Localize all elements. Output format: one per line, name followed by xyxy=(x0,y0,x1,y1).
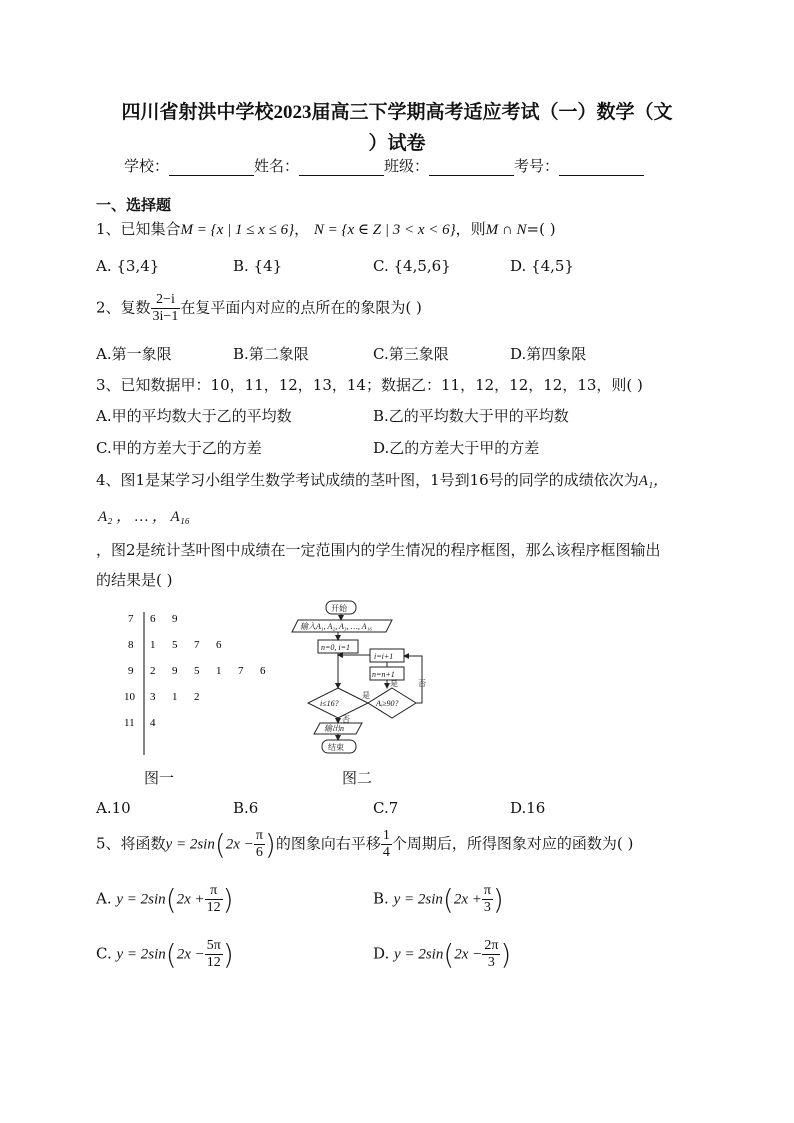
q2-prefix: 2、复数 xyxy=(96,298,151,317)
q1-comma: ， xyxy=(294,220,310,238)
q1-set-n: N = {x ∈ Z | 3 < x < 6} xyxy=(313,222,456,238)
flow-end-label: 结束 xyxy=(328,743,344,752)
stem-value: 9 xyxy=(128,665,134,677)
leaf-value: 1 xyxy=(216,665,222,677)
page-title-line1: 四川省射洪中学校2023届高三下学期高考适应考试（一）数学（文 xyxy=(121,102,673,123)
stem-value: 7 xyxy=(128,613,134,625)
leaf-value: 2 xyxy=(150,665,156,677)
question-4-line3: ，图2是统计茎叶图中成绩在一定范围内的学生情况的程序框图，那么该程序框图输出 xyxy=(96,541,661,559)
section-heading: 一、选择题 xyxy=(96,196,172,214)
q1-option-c[interactable]: C. {4,5,6} xyxy=(373,257,451,275)
page-title-line2: ）试卷 xyxy=(368,133,426,154)
question-4-line4: 的结果是( ) xyxy=(96,571,173,589)
flow-cond2-label: Aᵢ≥90? xyxy=(376,699,399,708)
q3-option-a[interactable]: A.甲的平均数大于乙的平均数 xyxy=(96,407,292,425)
q1-option-d[interactable]: D. {4,5} xyxy=(510,257,574,275)
q5-func: y = 2sin xyxy=(165,836,215,853)
school-field[interactable] xyxy=(169,161,254,176)
flow-yes2-label: 是 xyxy=(390,679,398,688)
flow-input-label: 输入A₁, A₂, A₃, …, A₁₆ xyxy=(300,622,373,631)
flowchart-figure xyxy=(290,598,430,756)
q5-shift-den: 4 xyxy=(382,845,390,860)
question-2 xyxy=(96,292,422,325)
q5-option-d[interactable]: D. y = 2sin(2x − $\frac{2\pi}{3}$ ) xyxy=(373,938,512,971)
q5-shift-fraction xyxy=(381,828,392,861)
flow-no-label: 否 xyxy=(342,715,350,724)
q1-option-b[interactable]: B. {4} xyxy=(233,257,283,275)
q1-set-m: M = {x | 1 ≤ x ≤ 6} xyxy=(180,222,295,238)
id-label: 考号： xyxy=(514,157,560,175)
leaf-value: 5 xyxy=(194,665,200,677)
flow-inc-i-label: i=i+1 xyxy=(374,652,394,661)
leaf-value: 6 xyxy=(216,639,222,651)
q5-fraction xyxy=(254,828,265,861)
q5-inner: 2x − xyxy=(225,836,254,853)
question-1 xyxy=(96,218,556,239)
q3-option-c[interactable]: C.甲的方差大于乙的方差 xyxy=(96,439,262,457)
leaf-value: 3 xyxy=(150,691,156,703)
q4-option-c[interactable]: C.7 xyxy=(373,799,399,817)
q4-option-b[interactable]: B.6 xyxy=(233,799,259,817)
leaf-value: 1 xyxy=(172,691,178,703)
q1-then: ，则 xyxy=(455,220,486,238)
flow-cond1-label: i≤16? xyxy=(320,699,339,708)
flow-init-label: n=0, i=1 xyxy=(321,643,351,652)
stem-value: 8 xyxy=(128,639,134,651)
q5-shift-num: 1 xyxy=(382,828,390,843)
leaf-value: 6 xyxy=(260,665,266,677)
leaf-value: 5 xyxy=(172,639,178,651)
q4-option-d[interactable]: D.16 xyxy=(510,799,546,817)
q5-mid: 的图象向右平移 xyxy=(275,834,381,853)
flow-no2-label: 否 xyxy=(418,679,426,688)
leaf-value: 9 xyxy=(172,665,178,677)
leaf-value: 7 xyxy=(238,665,244,677)
stem-value: 11 xyxy=(124,717,135,729)
flow-inc-n-label: n=n+1 xyxy=(372,670,395,679)
info-row xyxy=(124,155,644,176)
q4-option-a[interactable]: A.10 xyxy=(96,799,131,817)
q2-option-b[interactable]: B.第二象限 xyxy=(233,345,309,363)
question-4-line2: A₂ ， … ， A₁₆ xyxy=(98,509,191,525)
leaf-value: 1 xyxy=(150,639,156,651)
q4-a1: A₁， xyxy=(638,473,669,489)
q4-text1: 4、图1是某学习小组学生数学考试成绩的茎叶图，1号到16号的同学的成绩依次为 xyxy=(96,471,639,489)
q2-suffix: 在复平面内对应的点所在的象限为( ) xyxy=(180,298,422,317)
q5-frac-num: π xyxy=(255,828,263,843)
class-field[interactable] xyxy=(429,161,514,176)
class-label: 班级： xyxy=(384,157,430,175)
name-field[interactable] xyxy=(299,161,384,176)
question-5: 5、将函数y = 2sin(2x − $\frac{\pi}{6}$ )的图象向右平移 $\frac{1}{4}$ 个周期后，所得图象对应的函数为( ) xyxy=(96,828,634,861)
figure-1-caption: 图一 xyxy=(144,769,175,787)
stem-value: 10 xyxy=(124,691,135,703)
q2-option-c[interactable]: C.第三象限 xyxy=(373,345,449,363)
leaf-value: 7 xyxy=(194,639,200,651)
school-label: 学校： xyxy=(124,157,170,175)
q1-suffix: =( ) xyxy=(526,220,556,238)
leaf-value: 9 xyxy=(172,613,178,625)
leaf-value: 2 xyxy=(194,691,200,703)
question-3: 3、已知数据甲：10，11，12，13，14；数据乙：11，12，12，12，13，则( ) xyxy=(96,376,643,394)
q5-option-b[interactable]: B. y = 2sin(2x + $\frac{\pi}{3}$ ) xyxy=(373,883,504,916)
flow-output-label: 输出n xyxy=(324,724,344,733)
q2-option-d[interactable]: D.第四象限 xyxy=(510,345,587,363)
q5-suffix: 个周期后，所得图象对应的函数为( ) xyxy=(391,834,634,853)
flow-start-label: 开始 xyxy=(331,604,347,613)
q3-option-d[interactable]: D.乙的方差大于甲的方差 xyxy=(373,439,540,457)
q5-option-c[interactable]: C. y = 2sin(2x − $\frac{5\pi}{12}$ ) xyxy=(96,938,234,971)
q1-option-a[interactable]: A. {3,4} xyxy=(96,257,160,275)
q2-fraction xyxy=(151,292,181,325)
leaf-value: 6 xyxy=(150,613,156,625)
flow-yes-label: 是 xyxy=(362,691,370,700)
q2-option-a[interactable]: A.第一象限 xyxy=(96,345,172,363)
q1-expr: M ∩ N xyxy=(485,222,527,238)
stem-leaf-figure xyxy=(110,600,290,760)
question-4-line1 xyxy=(96,469,668,490)
q2-numerator: 2−i xyxy=(151,292,181,309)
id-field[interactable] xyxy=(559,161,644,176)
q5-option-a[interactable]: A. y = 2sin(2x + $\frac{\pi}{12}$ ) xyxy=(96,883,234,916)
q1-prefix: 1、已知集合 xyxy=(96,220,181,238)
name-label: 姓名： xyxy=(254,157,300,175)
q3-option-b[interactable]: B.乙的平均数大于甲的平均数 xyxy=(373,407,569,425)
figure-2-caption: 图二 xyxy=(342,769,373,787)
q5-frac-den: 6 xyxy=(255,845,263,860)
q2-denominator: 3i−1 xyxy=(152,309,179,324)
q5-prefix: 5、将函数 xyxy=(96,834,166,853)
leaf-value: 4 xyxy=(150,717,156,729)
